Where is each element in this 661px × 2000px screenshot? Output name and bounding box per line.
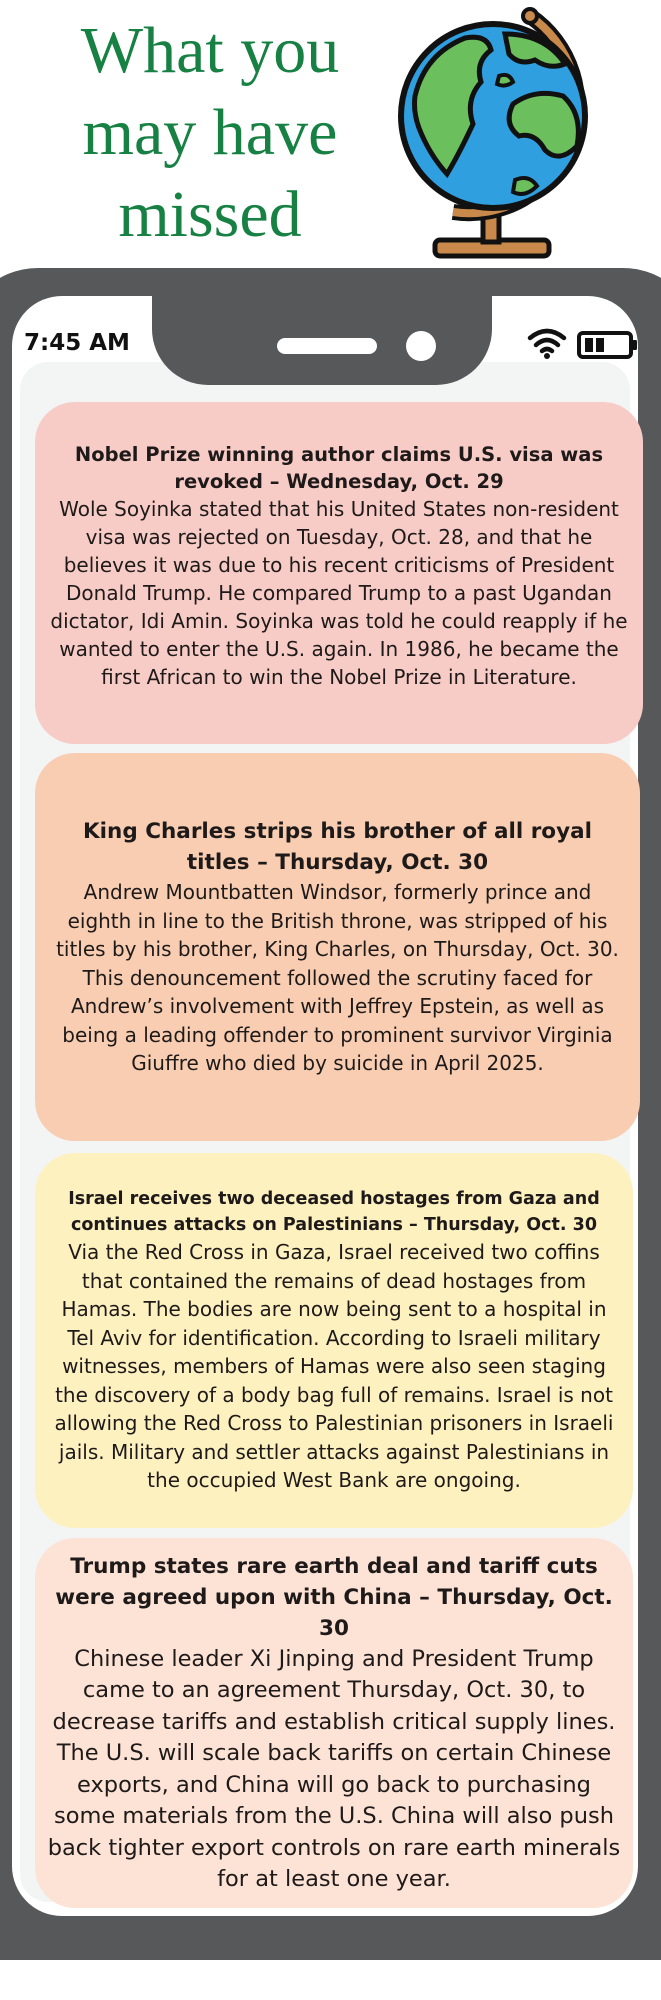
news-card <box>35 402 643 744</box>
battery-icon <box>577 330 639 360</box>
page-bottom-margin <box>0 1960 661 2000</box>
card-body: Andrew Mountbatten Windsor, formerly prince and eighth in line to the British throne, was stripped of his titles by his brother, King Charles, on Thursday, Oct. 30. This denouncement followed the scrutiny faced for Andrew’s involvement with Jeffrey Epstein, as well as being a leading offender to prominent survivor Virginia Giuffre who died by suicide in April 2025. <box>56 880 619 1076</box>
card-body: Chinese leader Xi Jinping and President Trump came to an agreement Thursday, Oct. 30, to decrease tariffs and establish critical supply lines. The U.S. will scale back tariffs on certain Chinese exports, and China will go back to purchasing some materials from the U.S. China will also push back tighter export controls on rare earth minerals for at least one year. <box>47 1645 621 1892</box>
card-body: Wole Soyinka stated that his United States non-resident visa was rejected on Tuesday, Oct. 28, and that he believes it was due to his recent criticisms of President Donald Trump. He compared Trump to a past Ugandan dictator, Idi Amin. Soyinka was told he could reapply if he wanted to enter the U.S. again. In 1986, he became the first African to win the Nobel Prize in Literature. <box>50 497 628 689</box>
news-card <box>35 1538 633 1908</box>
globe-icon <box>395 4 615 262</box>
camera-icon <box>406 331 436 361</box>
card-headline: King Charles strips his brother of all royal titles – Thursday, Oct. 30 <box>83 819 592 876</box>
card-body: Via the Red Cross in Gaza, Israel received two coffins that contained the remains of dead hostages from Hamas. The bodies are now being sent to a hospital in Tel Aviv for identification. According to Israeli military witnesses, members of Hamas were also seen staging the discovery of a body bag full of remains. Israel is not allowing the Red Cross to Palestinian prisoners in Israeli jails. Military and settler attacks against Palestinians in the occupied West Bank are ongoing. <box>54 1240 614 1493</box>
phone-notch <box>152 280 492 385</box>
news-card <box>35 1153 633 1528</box>
page-title: What you may have missed <box>80 14 340 251</box>
card-headline: Trump states rare earth deal and tariff cuts were agreed upon with China – Thursday, Oct. 30 <box>55 1553 613 1641</box>
wifi-icon <box>527 326 567 360</box>
speaker-icon <box>277 338 377 354</box>
status-time: 7:45 AM <box>24 330 130 356</box>
news-card <box>35 753 640 1141</box>
card-headline: Nobel Prize winning author claims U.S. visa was revoked – Wednesday, Oct. 29 <box>74 443 604 493</box>
card-headline: Israel receives two deceased hostages from Gaza and continues attacks on Palestinians – Thursday, Oct. 30 <box>68 1189 600 1236</box>
